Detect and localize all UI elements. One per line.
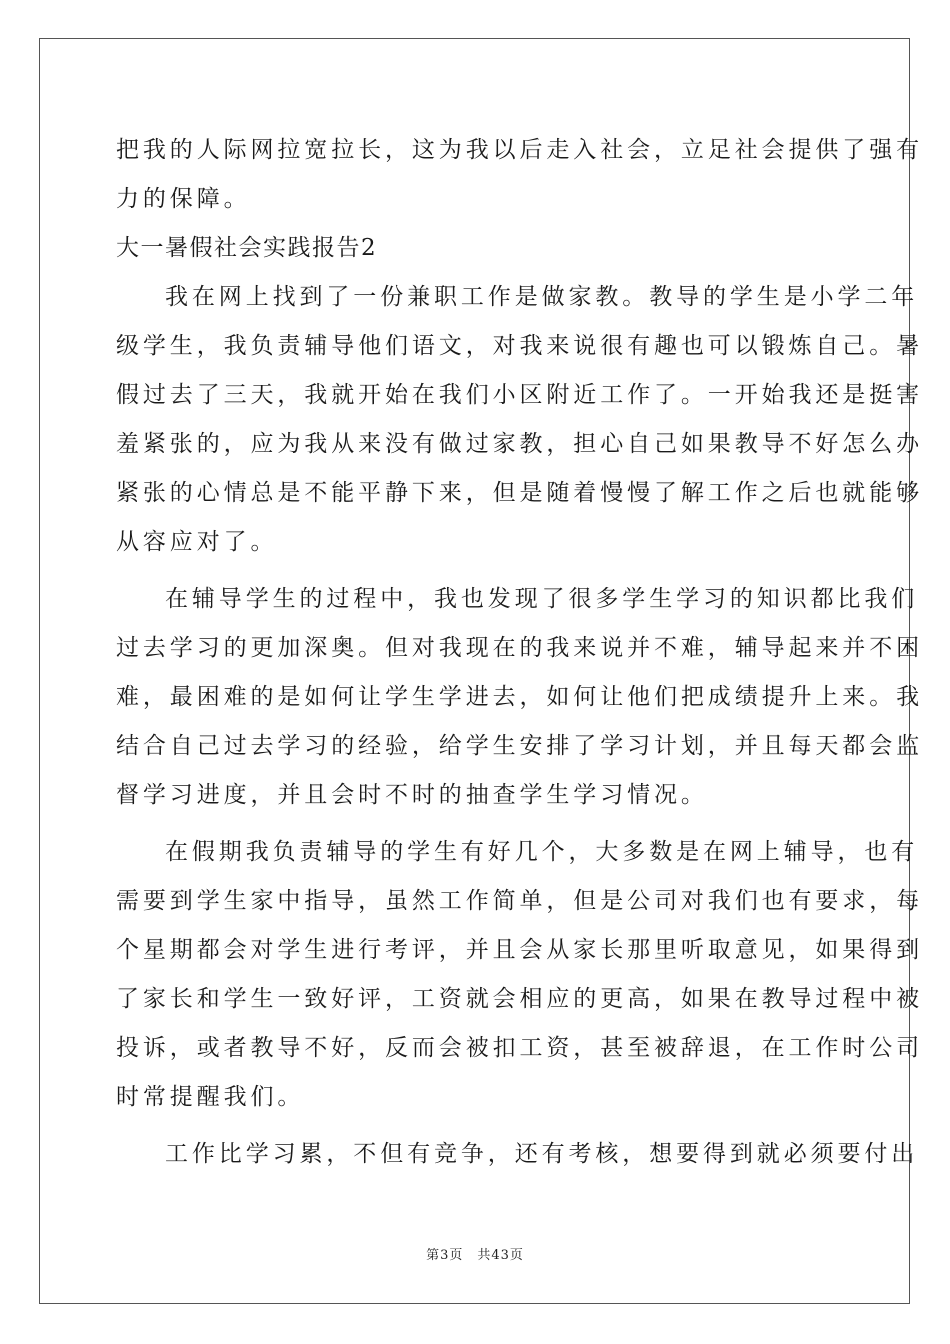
text-line: 羞紧张的，应为我从来没有做过家教，担心自己如果教导不好怎么办 <box>116 431 923 457</box>
text-line: 难，最困难的是如何让学生学进去，如何让他们把成绩提升上来。我 <box>116 684 923 710</box>
text-line: 级学生，我负责辅导他们语文，对我来说很有趣也可以锻炼自己。暑 <box>116 333 923 359</box>
text-line: 督学习进度，并且会时不时的抽查学生学习情况。 <box>116 782 708 808</box>
text-line: 在假期我负责辅导的学生有好几个，大多数是在网上辅导，也有 <box>165 839 919 865</box>
text-line: 在辅导学生的过程中，我也发现了很多学生学习的知识都比我们 <box>165 586 919 612</box>
paragraph-gap <box>116 567 832 575</box>
text-line: 把我的人际网拉宽拉长，这为我以后走入社会，立足社会提供了强有 <box>116 137 923 163</box>
page-total: 共43页 <box>477 1248 524 1263</box>
document-body <box>116 126 923 1179</box>
text-line: 从容应对了。 <box>116 529 278 555</box>
text-line: 时常提醒我们。 <box>116 1084 305 1110</box>
section-heading: 大一暑假社会实践报告2 <box>116 235 378 261</box>
text-line: 紧张的心情总是不能平静下来，但是随着慢慢了解工作之后也就能够 <box>116 480 923 506</box>
text-line: 假过去了三天，我就开始在我们小区附近工作了。一开始我还是挺害 <box>116 382 923 408</box>
page-number: 第3页 <box>426 1248 464 1263</box>
text-line: 投诉，或者教导不好，反而会被扣工资，甚至被辞退，在工作时公司 <box>116 1035 923 1061</box>
text-line: 我在网上找到了一份兼职工作是做家教。教导的学生是小学二年 <box>165 284 919 310</box>
paragraph-gap <box>116 820 832 828</box>
text-line: 个星期都会对学生进行考评，并且会从家长那里听取意见，如果得到 <box>116 937 923 963</box>
text-line: 过去学习的更加深奥。但对我现在的我来说并不难，辅导起来并不困 <box>116 635 923 661</box>
text-line: 了家长和学生一致好评，工资就会相应的更高，如果在教导过程中被 <box>116 986 923 1012</box>
page-footer <box>0 1244 950 1263</box>
text-line: 结合自己过去学习的经验，给学生安排了学习计划，并且每天都会监 <box>116 733 923 759</box>
paragraph-gap <box>116 1122 832 1130</box>
text-line: 工作比学习累，不但有竞争，还有考核，想要得到就必须要付出 <box>165 1141 919 1167</box>
text-line: 需要到学生家中指导，虽然工作简单，但是公司对我们也有要求，每 <box>116 888 923 914</box>
text-line: 力的保障。 <box>116 186 251 212</box>
